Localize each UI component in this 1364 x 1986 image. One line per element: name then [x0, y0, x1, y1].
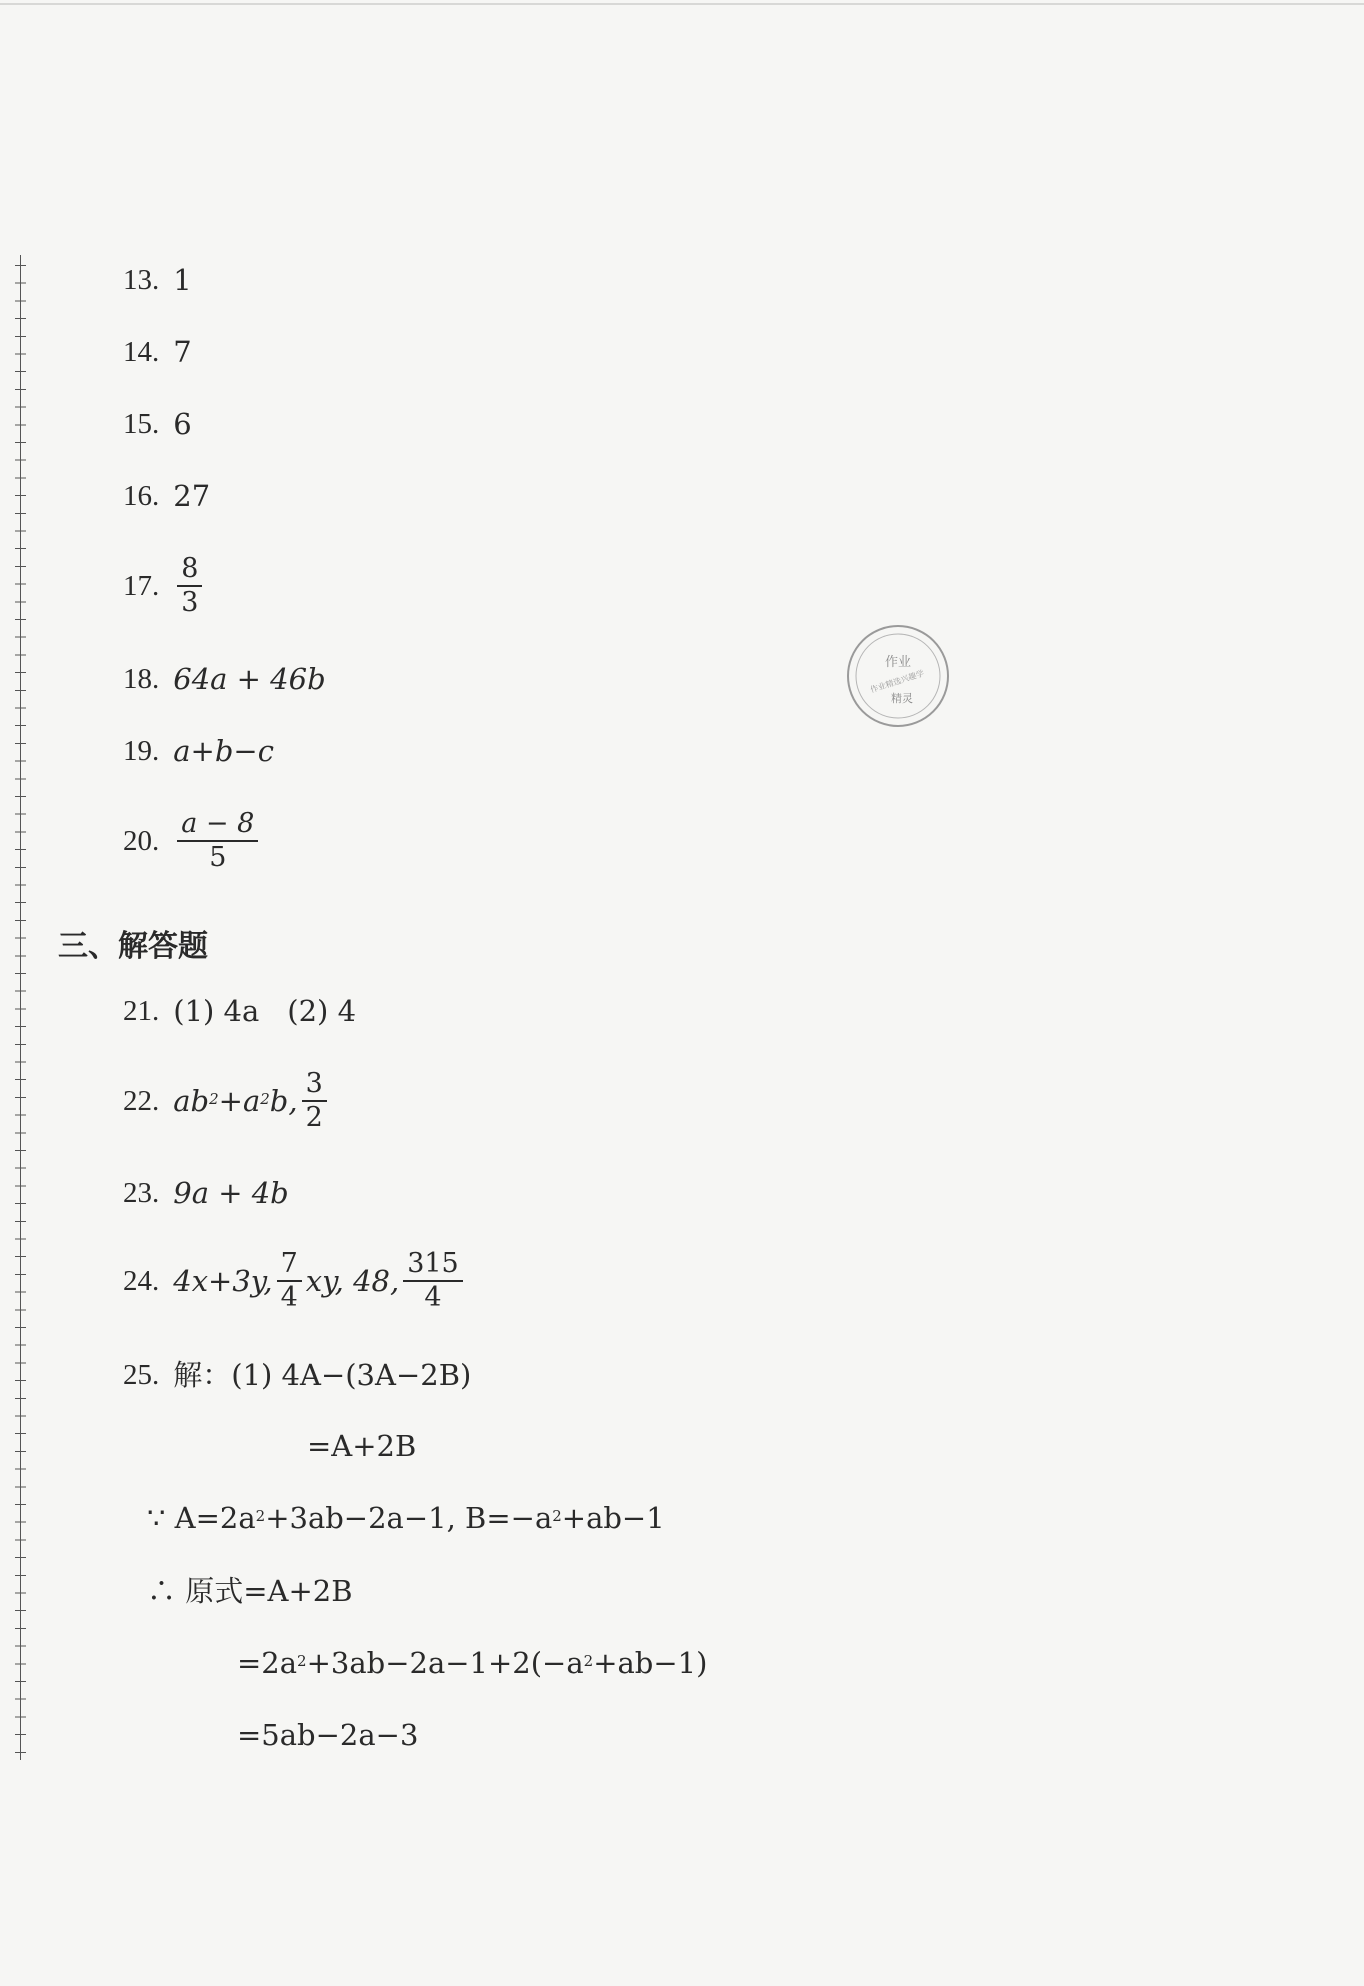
- expr-part: ab: [173, 1083, 210, 1118]
- exponent: 2: [583, 1652, 594, 1670]
- exponent: 2: [260, 1089, 270, 1108]
- item-number: 20.: [123, 824, 160, 857]
- item-number: 18.: [123, 663, 160, 695]
- answer-24: [123, 1250, 467, 1313]
- solution-text: ∵ A=2a: [147, 1501, 256, 1535]
- item-number: 14.: [123, 336, 160, 368]
- top-border: [0, 3, 1364, 5]
- answer-text: 6: [173, 407, 192, 441]
- expr-part: b,: [269, 1083, 298, 1118]
- item-number: 15.: [123, 408, 160, 440]
- expr-part: xy, 48,: [305, 1263, 400, 1298]
- denominator: 4: [280, 1282, 298, 1314]
- item-number: 23.: [123, 1177, 160, 1209]
- section-heading: 三、解答题: [58, 929, 208, 964]
- answer-text: 64a + 46b: [173, 662, 326, 696]
- answer-part-2: (2) 4: [287, 994, 357, 1028]
- expr-part: +a: [218, 1083, 261, 1118]
- solution-text: 解：(1) 4A−(3A−2B): [173, 1358, 472, 1392]
- expr-part: 4x+3y,: [173, 1263, 273, 1298]
- denominator: 3: [181, 587, 199, 619]
- exponent: 2: [297, 1652, 307, 1670]
- exponent: 2: [552, 1507, 562, 1525]
- item-number: 17.: [123, 569, 160, 602]
- answer-18: [123, 662, 326, 696]
- answer-text: a+b−c: [173, 734, 274, 768]
- item-number: 19.: [123, 735, 160, 767]
- solution-text: =5ab−2a−3: [237, 1718, 419, 1752]
- solution-text: +3ab−2a−1, B=−a: [265, 1501, 553, 1535]
- item-number: 16.: [123, 480, 160, 512]
- fraction: [302, 1070, 327, 1133]
- exponent: 2: [209, 1089, 219, 1108]
- item-number: 24.: [123, 1264, 160, 1297]
- answer-text: 1: [173, 263, 192, 297]
- item-number: 21.: [123, 995, 160, 1027]
- answer-25-line-1: [123, 1358, 472, 1392]
- stamp-ring-text: 作业精选兴趣学: [869, 668, 926, 695]
- answer-23: [123, 1176, 289, 1210]
- answer-13: [123, 263, 192, 297]
- denominator: 4: [424, 1282, 442, 1314]
- answer-part-1: (1) 4a: [173, 994, 260, 1028]
- answer-14: [123, 335, 192, 369]
- solution-text: +ab−1: [561, 1501, 665, 1535]
- answer-text: 7: [173, 335, 192, 369]
- stamp-top-text: 作业: [884, 655, 912, 670]
- numerator: 3: [302, 1070, 327, 1102]
- solution-text: +ab−1): [593, 1646, 708, 1680]
- answer-25-line-5: [237, 1646, 708, 1680]
- fraction: [177, 810, 258, 873]
- answer-text: 9a + 4b: [173, 1176, 289, 1210]
- binding-ticks: [10, 255, 32, 1760]
- answer-19: [123, 734, 274, 768]
- solution-text: ∴ 原式=A+2B: [147, 1574, 353, 1608]
- numerator: 8: [177, 555, 202, 587]
- exponent: 2: [255, 1507, 266, 1525]
- fraction: [277, 1250, 302, 1313]
- answer-25-line-6: [237, 1718, 419, 1752]
- stamp-seal-icon: [842, 620, 954, 732]
- numerator: 315: [403, 1250, 463, 1282]
- fraction: [177, 555, 202, 618]
- answer-17: [123, 555, 206, 618]
- answer-16: [123, 479, 211, 513]
- solution-text: +3ab−2a−1+2(−a: [306, 1646, 584, 1680]
- item-number: 13.: [123, 264, 160, 296]
- answer-20: [123, 810, 262, 873]
- item-number: 22.: [123, 1084, 160, 1117]
- answer-25-line-4: [147, 1574, 353, 1608]
- answer-25-line-2: [307, 1429, 417, 1463]
- numerator: a − 8: [177, 810, 258, 842]
- answer-21: [123, 994, 357, 1028]
- fraction: [403, 1250, 463, 1313]
- solution-text: =2a: [237, 1646, 298, 1680]
- answer-25-line-3: [147, 1501, 665, 1535]
- denominator: 2: [305, 1102, 323, 1134]
- stamp-bottom-text: 精灵: [891, 692, 913, 705]
- answer-text: 27: [173, 479, 211, 513]
- solution-text: =A+2B: [307, 1429, 417, 1463]
- item-number: 25.: [123, 1359, 160, 1391]
- answer-15: [123, 407, 192, 441]
- binding-margin: [10, 255, 32, 1760]
- answer-22: [123, 1070, 331, 1133]
- numerator: 7: [277, 1250, 302, 1282]
- denominator: 5: [209, 842, 227, 874]
